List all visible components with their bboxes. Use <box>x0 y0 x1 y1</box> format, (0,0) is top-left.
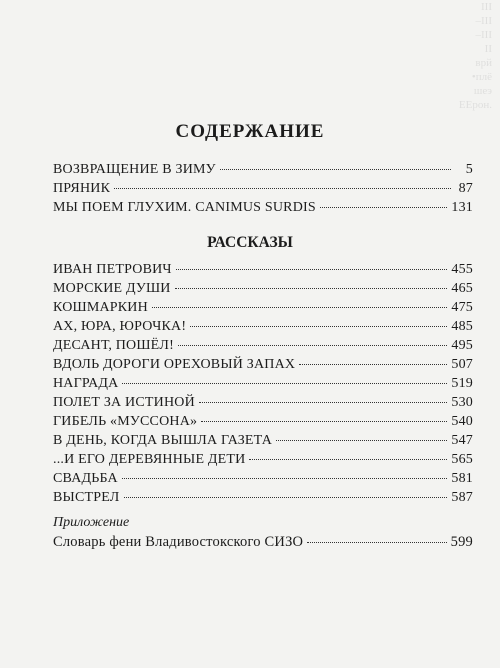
dot-leader <box>307 542 446 543</box>
toc-entry-page: 475 <box>451 300 473 315</box>
dot-leader <box>276 440 447 441</box>
toc-entry[interactable] <box>53 357 473 376</box>
dot-leader <box>190 326 447 327</box>
toc-entry-label: МЫ ПОЕМ ГЛУХИМ. CANIMUS SURDIS <box>53 200 316 215</box>
toc-entry-label: НАГРАДА <box>53 376 119 391</box>
toc-entry-label: ПОЛЕТ ЗА ИСТИНОЙ <box>53 395 195 410</box>
toc-entry[interactable] <box>53 452 473 471</box>
toc-entry-label: АХ, ЮРА, ЮРОЧКА! <box>53 319 187 334</box>
toc-entry-page: 540 <box>451 414 473 429</box>
dot-leader <box>201 421 447 422</box>
bleed-line: ЕЕрон. <box>458 99 492 111</box>
toc-entry-label: Словарь фени Владивостокского СИЗО <box>53 534 304 550</box>
toc-entry-page: 530 <box>451 395 473 410</box>
toc-entry-page: 455 <box>451 262 473 277</box>
dot-leader <box>178 345 447 346</box>
bleed-line: врй <box>475 57 492 69</box>
toc-entry-label: ДЕСАНТ, ПОШЁЛ! <box>53 338 174 353</box>
toc-entry-page: 587 <box>451 490 473 505</box>
toc-appendix-list <box>53 534 473 553</box>
dot-leader <box>175 288 448 289</box>
toc-entry-page: 465 <box>451 281 473 296</box>
toc-entry-page: 519 <box>451 376 473 391</box>
toc-entry[interactable] <box>53 319 473 338</box>
toc-entry[interactable] <box>53 281 473 300</box>
toc-entry-page: 507 <box>451 357 473 372</box>
bleed-line: –III <box>475 29 492 41</box>
dot-leader <box>249 459 447 460</box>
dot-leader <box>124 497 448 498</box>
dot-leader <box>152 307 447 308</box>
toc-entry-label: ВЫСТРЕЛ <box>53 490 120 505</box>
dot-leader <box>114 188 451 189</box>
appendix-heading: Приложение <box>53 515 130 530</box>
toc-main-list <box>53 162 473 219</box>
toc-entry[interactable] <box>53 300 473 319</box>
toc-entry-label: ВОЗВРАЩЕНИЕ В ЗИМУ <box>53 162 216 177</box>
toc-entry-label: ИВАН ПЕТРОВИЧ <box>53 262 172 277</box>
section-title-stories: РАССКАЗЫ <box>207 234 293 251</box>
toc-entry[interactable] <box>53 433 473 452</box>
toc-entry-label: ...И ЕГО ДЕРЕВЯННЫЕ ДЕТИ <box>53 452 246 467</box>
toc-entry-label: ПРЯНИК <box>53 181 111 196</box>
dot-leader <box>199 402 448 403</box>
toc-entry[interactable] <box>53 376 473 395</box>
toc-entry-label: ВДОЛЬ ДОРОГИ ОРЕХОВЫЙ ЗАПАХ <box>53 357 296 372</box>
toc-entry-page: 87 <box>458 181 473 196</box>
toc-entry-page: 495 <box>451 338 473 353</box>
toc-entry-label: В ДЕНЬ, КОГДА ВЫШЛА ГАЗЕТА <box>53 433 273 448</box>
dot-leader <box>122 383 447 384</box>
toc-entry[interactable] <box>53 181 473 200</box>
toc-entry-page: 581 <box>451 471 473 486</box>
toc-entry-page: 131 <box>451 200 473 215</box>
toc-entry-page: 547 <box>451 433 473 448</box>
dot-leader <box>122 478 448 479</box>
toc-stories-list <box>53 262 473 509</box>
toc-entry[interactable] <box>53 534 473 553</box>
dot-leader <box>176 269 448 270</box>
toc-entry-label: СВАДЬБА <box>53 471 118 486</box>
toc-entry[interactable] <box>53 395 473 414</box>
bleed-line: –III <box>475 15 492 27</box>
toc-entry[interactable] <box>53 338 473 357</box>
page-title: СОДЕРЖАНИЕ <box>175 121 325 142</box>
bleed-line: II <box>484 43 492 55</box>
dot-leader <box>220 169 451 170</box>
toc-entry[interactable] <box>53 490 473 509</box>
toc-entry-label: КОШМАРКИН <box>53 300 148 315</box>
bleed-line: шеэ <box>473 85 492 97</box>
dot-leader <box>320 207 448 208</box>
toc-entry[interactable] <box>53 262 473 281</box>
toc-entry-page: 599 <box>450 534 473 550</box>
dot-leader <box>299 364 447 365</box>
toc-entry-label: МОРСКИЕ ДУШИ <box>53 281 171 296</box>
toc-entry[interactable] <box>53 162 473 181</box>
bleed-line: •плё <box>471 71 492 83</box>
toc-entry-page: 5 <box>465 162 473 177</box>
toc-entry-page: 565 <box>451 452 473 467</box>
bleed-line: III <box>481 1 492 13</box>
toc-entry[interactable] <box>53 200 473 219</box>
toc-entry[interactable] <box>53 471 473 490</box>
toc-entry-page: 485 <box>451 319 473 334</box>
toc-entry-label: ГИБЕЛЬ «МУССОНА» <box>53 414 198 429</box>
toc-entry[interactable] <box>53 414 473 433</box>
